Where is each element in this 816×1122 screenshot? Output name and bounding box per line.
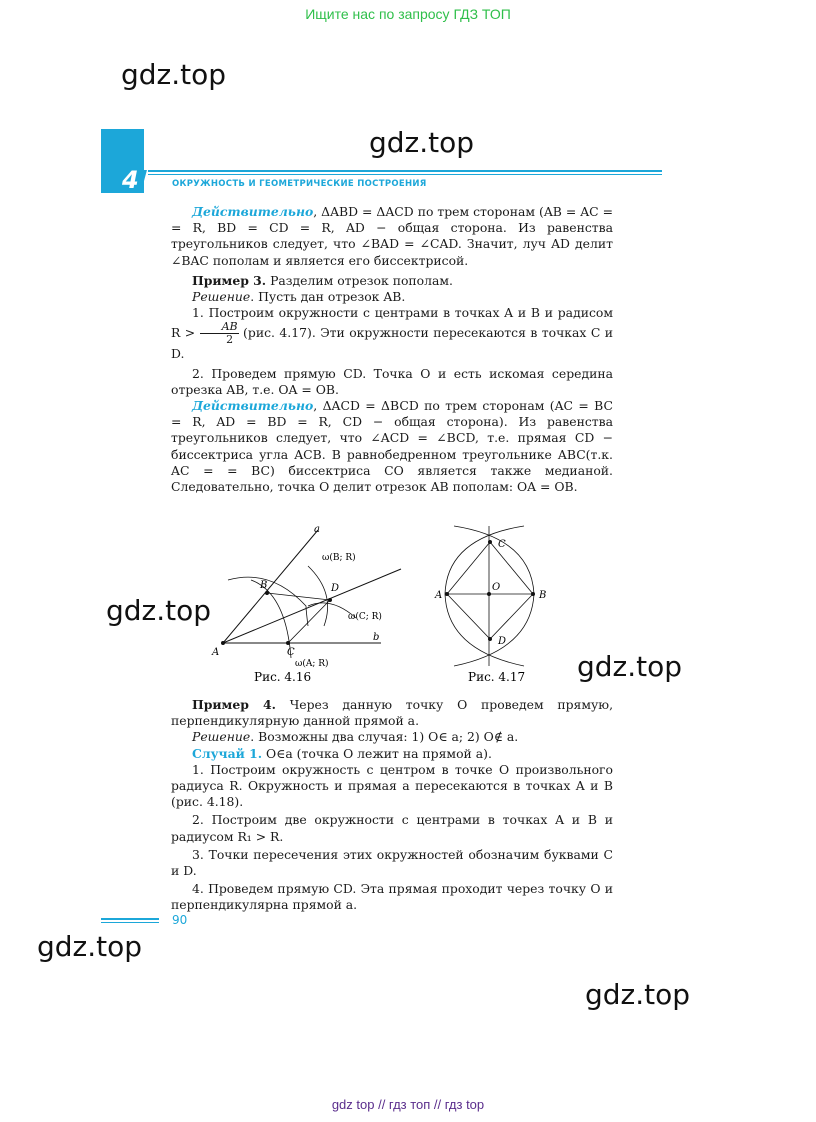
label-D: D (331, 583, 340, 594)
label-B: B (539, 590, 547, 601)
header-rule (148, 170, 662, 172)
watermark: gdz.top (37, 930, 143, 963)
footer-rule (101, 918, 159, 920)
figure-4-16 (211, 524, 401, 684)
example3-step2: 2. Проведем прямую CD. Точка O и есть искомая середина отрезка AB, т.е. OA = OB. (171, 365, 613, 397)
watermark: gdz.top (121, 58, 227, 91)
example4-step2: 2. Построим две окружности с центрами в точках A и B и радиусом R₁ > R. (171, 812, 613, 844)
chapter-number: 4 (122, 166, 139, 194)
label-wC: ω(C; R) (348, 612, 382, 622)
label-A: A (212, 647, 220, 658)
segment-ac (447, 542, 490, 594)
keyword: Действительно (192, 204, 314, 219)
example-label: Пример 4. (192, 697, 276, 712)
label-O: O (492, 582, 501, 593)
label-B: B (260, 580, 268, 591)
segment-ad (447, 594, 490, 639)
fraction (200, 321, 239, 346)
paragraph-proof1 (171, 204, 613, 269)
step-text: (рис. 4.17). Эти окружности пересекаются в точках C и D. (171, 325, 613, 362)
example4-step1: 1. Построим окружность с центром в точке O произвольного радиуса R. Окружность и прямая a пересекаются в точках A и B (рис. 4.18). (171, 761, 613, 810)
watermark: gdz.top (369, 126, 475, 159)
point-c (488, 540, 492, 544)
case-text: O∈a (точка O лежит на прямой a). (262, 745, 492, 761)
solution-text: . Пусть дан отрезок AB. (250, 289, 406, 305)
circle-b-arc (445, 526, 524, 666)
ray-a (223, 530, 318, 643)
bottom-links[interactable]: gdz top // гдз топ // гдз top (331, 1097, 485, 1112)
label-C: C (498, 539, 506, 550)
point-a (445, 592, 449, 596)
arc-a2 (251, 580, 291, 658)
label-C: C (287, 647, 295, 658)
arc-b (308, 566, 328, 626)
example3-step1 (171, 305, 613, 362)
caption-4-16: Рис. 4.16 (254, 670, 312, 684)
paragraph-text: , ΔACD = ΔBCD по трем сторонам (AC = BC = R, AD = BD = R, CD − общая сторона). Из равенства треугольников следует, что ∠ACD = ∠BCD, т.е. прямая CD − биссектриса угла ACB. В равнобедренном треугольнике ABC(т.к. AC = = BC) биссектриса CO является также медианой. Следовательно, точка O делит отрезок AB пополам: OA = OB. (171, 398, 613, 495)
example-text: Через данную точку O проведем прямую, перпендикулярную данной прямой a. (171, 697, 614, 729)
watermark: gdz.top (106, 594, 212, 627)
example-text: Разделим отрезок пополам. (266, 272, 453, 288)
arc-a (228, 577, 308, 626)
label-D: D (498, 636, 507, 647)
page-number: 90 (172, 913, 188, 927)
label-a: a (314, 524, 320, 535)
paragraph-text: , ΔABD = ΔACD по трем сторонам (AB = AC = = R, BD = CD = R, AD − общая сторона. Из равенства треугольников следует, что ∠BAD = ∠CAD. Значит, луч AD делит ∠BAC пополам и является его биссектрисой. (171, 204, 613, 268)
point-d (328, 598, 332, 602)
example3-solution (171, 289, 613, 305)
label-wA: ω(A; R) (295, 659, 329, 669)
watermark: gdz.top (585, 978, 691, 1011)
chapter-title: ОКРУЖНОСТЬ И ГЕОМЕТРИЧЕСКИЕ ПОСТРОЕНИЯ (172, 179, 427, 189)
segment-cd (288, 600, 330, 643)
example-label: Пример 3. (192, 272, 267, 288)
case1 (171, 746, 613, 762)
solution-text: . Возможны два случая: 1) O∈ a; 2) O∉ a. (250, 729, 519, 745)
fraction-denominator: 2 (226, 333, 234, 347)
point-d (488, 637, 492, 641)
case-label: Случай 1. (192, 745, 263, 761)
point-a (221, 641, 225, 645)
top-banner[interactable]: Ищите нас по запросу ГДЗ ТОП (305, 6, 511, 22)
paragraph-proof2 (171, 398, 613, 495)
point-b (531, 592, 535, 596)
solution-label: Решение (192, 729, 251, 745)
label-wB: ω(B; R) (322, 553, 356, 563)
example4-heading (171, 697, 613, 729)
text-block-top (171, 204, 613, 495)
example4-step4: 4. Проведем прямую CD. Эта прямая проходит через точку O и перпендикулярна прямой a. (171, 881, 613, 913)
fraction-numerator: AB (200, 321, 239, 334)
text-block-bottom (171, 697, 613, 914)
example4-step3: 3. Точки пересечения этих окружностей обозначим буквами C и D. (171, 846, 613, 879)
point-b (265, 591, 269, 595)
example4-solution (171, 729, 613, 745)
solution-label: Решение (192, 289, 251, 305)
watermark: gdz.top (577, 650, 683, 683)
label-b: b (373, 632, 380, 643)
figure-4-17 (434, 526, 546, 684)
header-rule-thin (148, 174, 662, 175)
step-text: 1. Построим окружности с центрами в точках A и B и радисом R > (171, 305, 613, 341)
point-o (487, 592, 491, 596)
point-c (286, 641, 290, 645)
footer-rule-thin (101, 922, 159, 923)
figures (196, 518, 616, 690)
keyword: Действительно (192, 398, 314, 414)
label-A: A (435, 590, 443, 601)
segment-bd (490, 594, 533, 639)
example3-heading (171, 273, 613, 289)
caption-4-17: Рис. 4.17 (468, 670, 526, 684)
